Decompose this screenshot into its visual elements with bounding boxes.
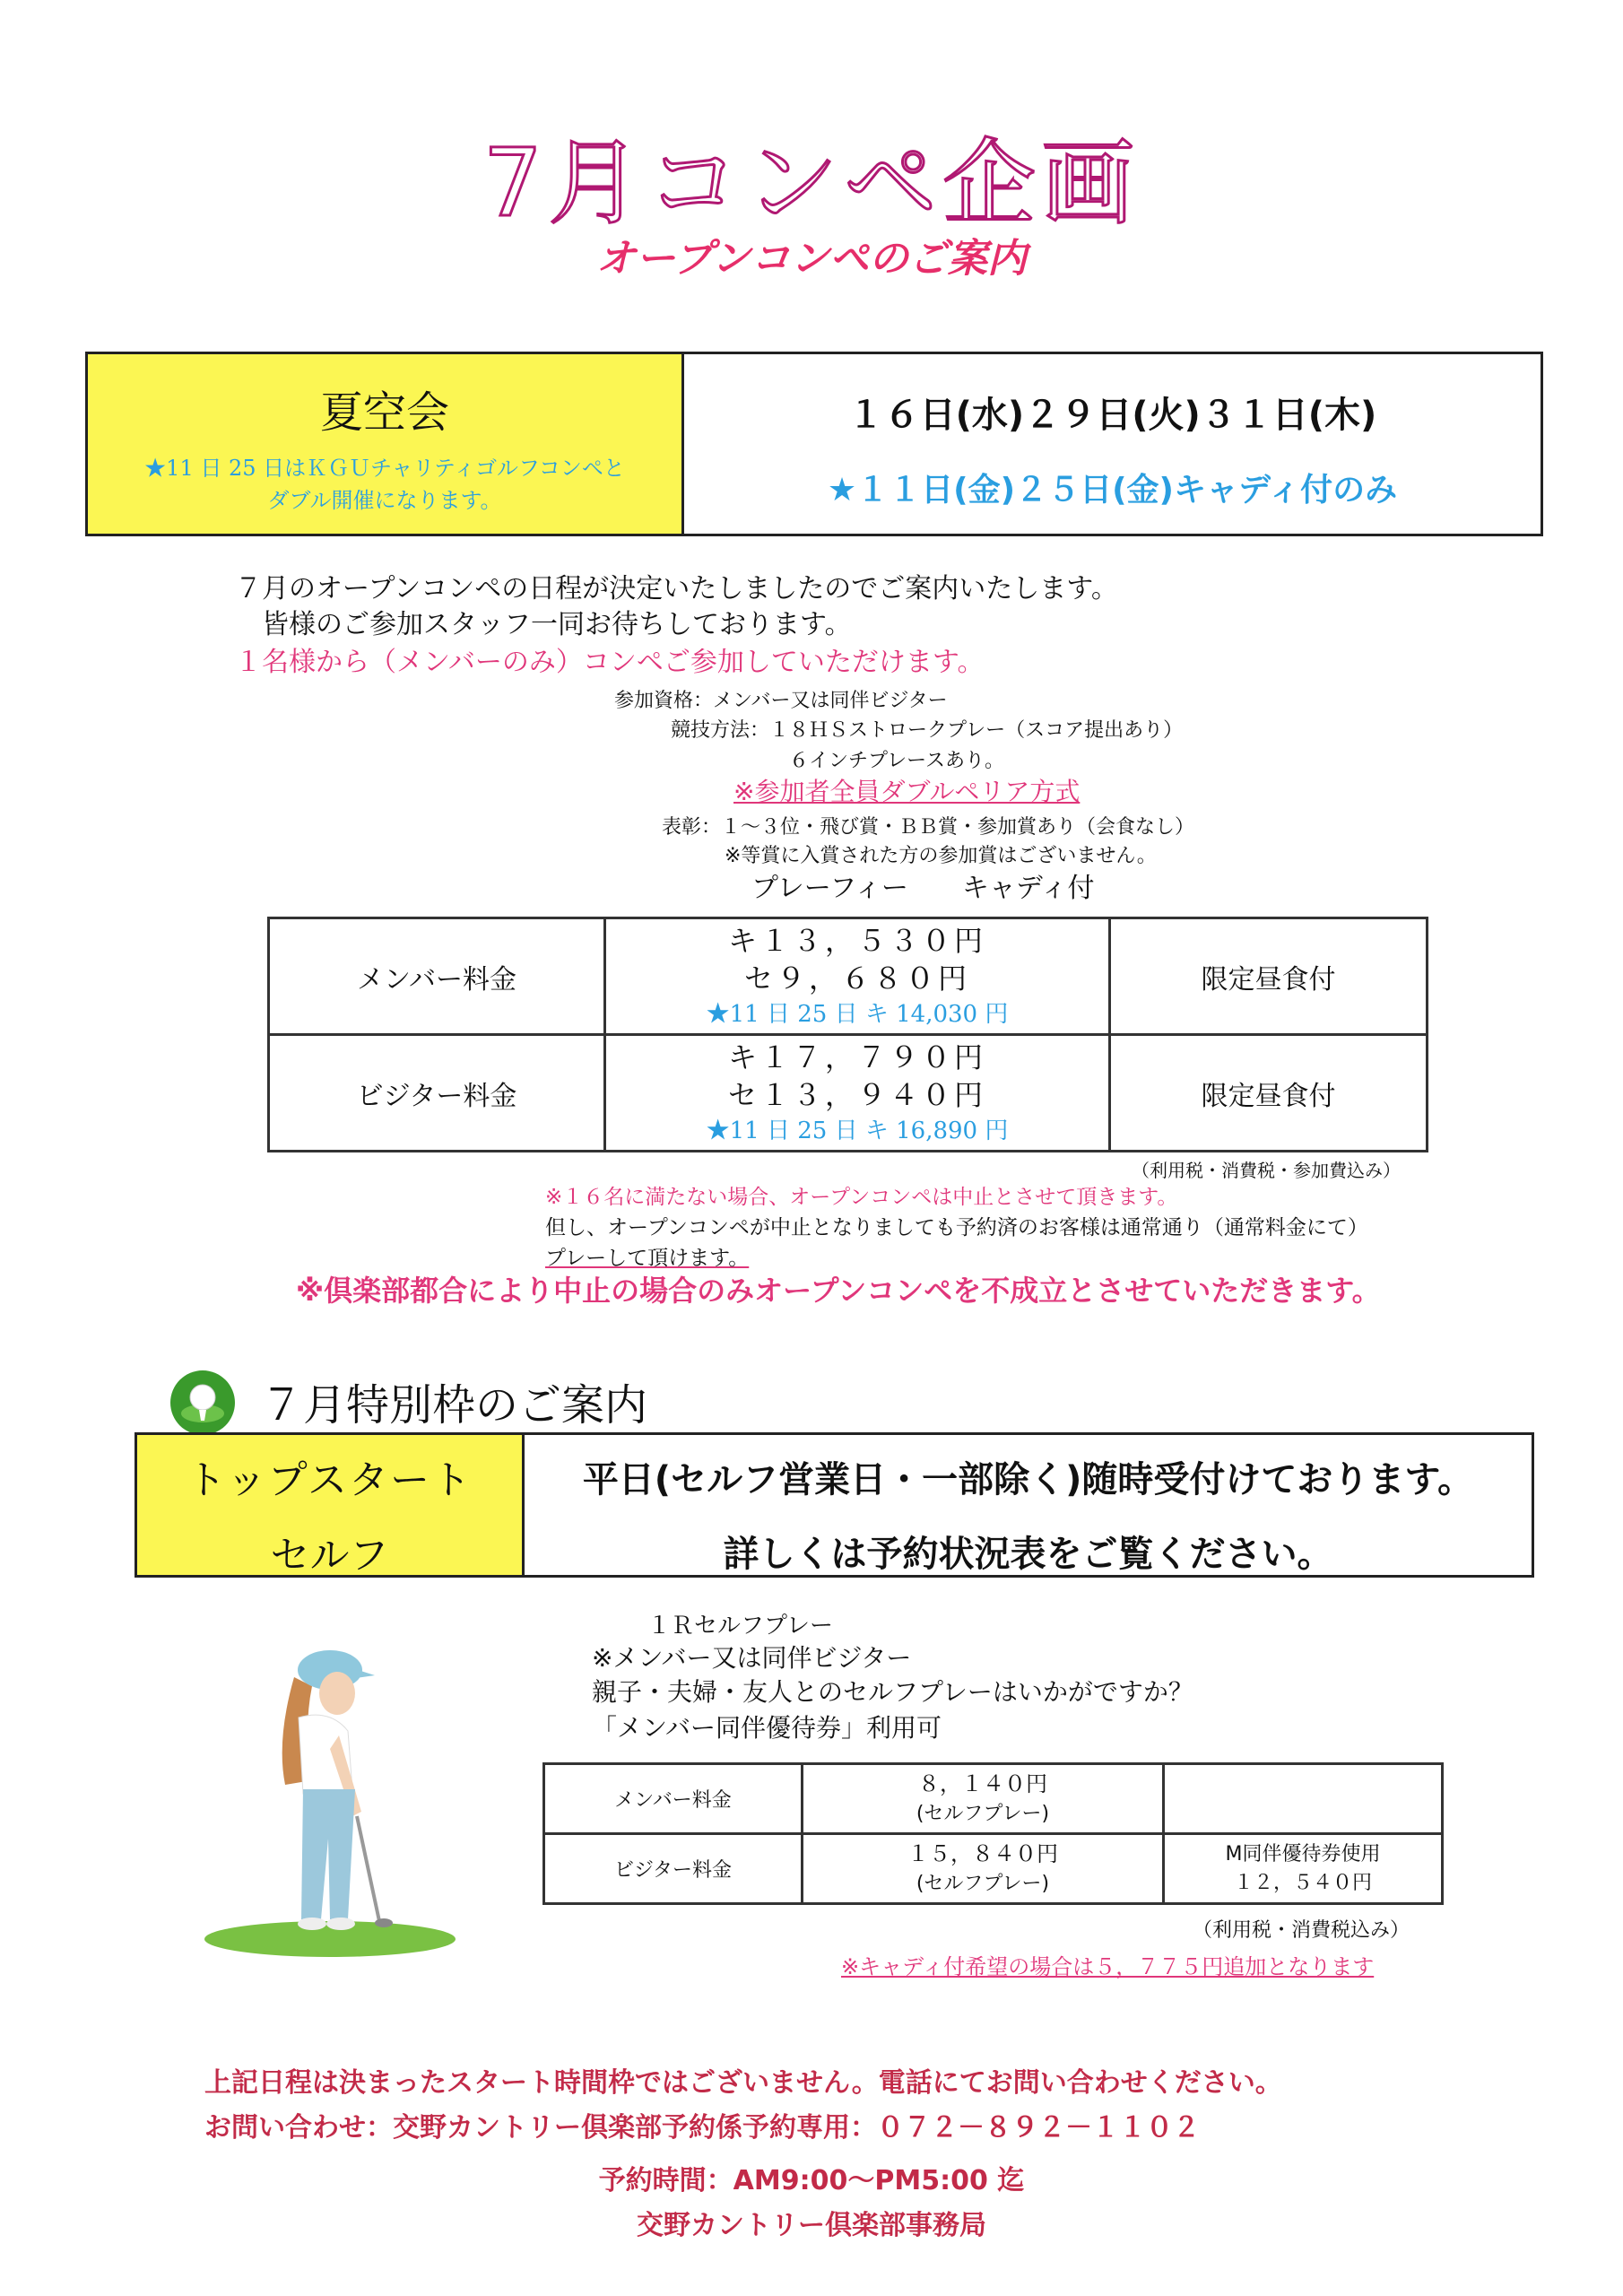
table-row [544, 1834, 1443, 1904]
special-text-cell [525, 1435, 1532, 1575]
price-caddie: キ１３，５３０円 [727, 923, 986, 958]
self-row-price [803, 1764, 1164, 1834]
special-info-2: ※メンバー又は同伴ビジター [592, 1643, 912, 1673]
method: 競技方法：１８ＨＳストロークプレー（スコア提出あり） [671, 719, 1184, 742]
fee-row-label: メンバー料金 [269, 918, 605, 1035]
fee-table [267, 917, 1428, 1152]
competition-name: 夏空会 [319, 387, 449, 438]
competition-name-cell [88, 354, 684, 534]
footer-hours: 予約時間：AM9:00～PM5:00 迄 [598, 2165, 1025, 2196]
self-row-label: ビジター料金 [544, 1834, 803, 1904]
intro-line-2: 皆様のご参加スタッフ一同お待ちしております。 [262, 609, 852, 640]
self-tax-note: （利用税・消費税込み） [1193, 1919, 1410, 1942]
special-text-2: 詳しくは予約状況表をご覧ください。 [723, 1534, 1333, 1575]
fee-row-prices [605, 918, 1110, 1035]
cancel-note-2: 但し、オープンコンペが中止となりましても予約済のお客様は通常通り（通常料金にて） [545, 1216, 1368, 1239]
award-note: ※等賞に入賞された方の参加賞はございません。 [725, 845, 1157, 867]
peoria-note: ※参加者全員ダブルペリア方式 [733, 777, 1081, 806]
fee-heading: プレーフィー キャディ付 [751, 873, 1095, 904]
golfer-illustration [195, 1632, 464, 1964]
place-rule: ６インチプレースあり。 [789, 750, 1005, 772]
footer-contact: お問い合わせ：交野カントリー倶楽部予約係予約専用：０７２－８９２－１１０２ [204, 2112, 1200, 2144]
competition-box [85, 352, 1543, 536]
self-fee-table [542, 1762, 1444, 1905]
fee-tax-note: （利用税・消費税・参加費込み） [1132, 1160, 1401, 1181]
self-price-sub: (セルフプレー) [916, 1872, 1050, 1895]
competition-dates: １６日(水)２９日(火)３１日(木) [847, 395, 1377, 436]
self-price: １５，８４０円 [907, 1840, 1058, 1866]
special-label-cell [137, 1435, 525, 1578]
footer-line-1: 上記日程は決まったスタート時間枠ではございません。電話にてお問い合わせください。 [204, 2067, 1282, 2099]
price-special: ★11 日 25 日 キ 16,890 円 [706, 1117, 1009, 1144]
special-info-4: 「メンバー同伴優待券」利用可 [592, 1713, 942, 1743]
self-row-extra [1164, 1764, 1443, 1834]
price-special: ★11 日 25 日 キ 14,030 円 [706, 1000, 1009, 1028]
fee-row-meal: 限定昼食付 [1110, 918, 1428, 1035]
page-subtitle: オープンコンペのご案内 [595, 236, 1028, 282]
competition-note-1: ★11 日 25 日はＫＧＵチャリティゴルフコンペと [144, 456, 625, 481]
table-row [544, 1764, 1443, 1834]
self-row-label: メンバー料金 [544, 1764, 803, 1834]
competition-dates-cell [684, 354, 1541, 534]
special-heading: ７月特別枠のご案内 [260, 1380, 648, 1431]
self-row-extra [1164, 1834, 1443, 1904]
price-self: セ９，６８０円 [743, 961, 970, 996]
self-caddie-note: ※キャディ付希望の場合は５，７７５円追加となります [841, 1954, 1375, 1979]
special-info-3: 親子・夫婦・友人とのセルフプレーはいかがですか？ [592, 1677, 1193, 1707]
self-price: ８，１４０円 [918, 1770, 1047, 1796]
self-row-price [803, 1834, 1164, 1904]
special-box [135, 1432, 1534, 1578]
qualification: 参加資格：メンバー又は同伴ビジター [614, 690, 948, 712]
table-row [269, 918, 1428, 1035]
self-price-sub: (セルフプレー) [916, 1802, 1050, 1825]
special-label-2: セルフ [270, 1533, 389, 1578]
competition-note-2: ダブル開催になります。 [267, 488, 502, 513]
fee-row-meal: 限定昼食付 [1110, 1035, 1428, 1152]
caddie-dates: ★１１日(金)２５日(金)キャディ付のみ [827, 472, 1398, 509]
self-extra-1: M同伴優待券使用 [1225, 1842, 1381, 1866]
price-caddie: キ１７，７９０円 [727, 1039, 986, 1074]
fee-row-prices [605, 1035, 1110, 1152]
golf-ball-icon [169, 1369, 237, 1437]
page-title: 7月コンペ企画 [482, 128, 1141, 238]
intro-line-3: １名様から（メンバーのみ）コンペご参加していただけます。 [235, 647, 985, 678]
cancel-note-3: プレーして頂けます。 [545, 1247, 750, 1270]
awards: 表彰：１～３位・飛び賞・ＢＢ賞・参加賞あり（会食なし） [662, 816, 1195, 839]
club-note: ※倶楽部都合により中止の場合のみオープンコンペを不成立とさせていただきます。 [296, 1274, 1381, 1308]
footer-office: 交野カントリー倶楽部事務局 [637, 2210, 986, 2241]
price-self: セ１３，９４０円 [727, 1077, 986, 1112]
intro-line-1: ７月のオープンコンペの日程が決定いたしましたのでご案内いたします。 [235, 573, 1118, 604]
special-info-1: １Ｒセルフプレー [647, 1613, 833, 1639]
self-extra-2: １２，５４０円 [1233, 1871, 1372, 1894]
cancel-note-1: ※１６名に満たない場合、オープンコンペは中止とさせて頂きます。 [545, 1186, 1178, 1209]
fee-row-label: ビジター料金 [269, 1035, 605, 1152]
special-label-1: トップスタート [187, 1457, 473, 1503]
special-text-1: 平日(セルフ営業日・一部除く)随時受付けております。 [582, 1459, 1474, 1500]
table-row [269, 1035, 1428, 1152]
